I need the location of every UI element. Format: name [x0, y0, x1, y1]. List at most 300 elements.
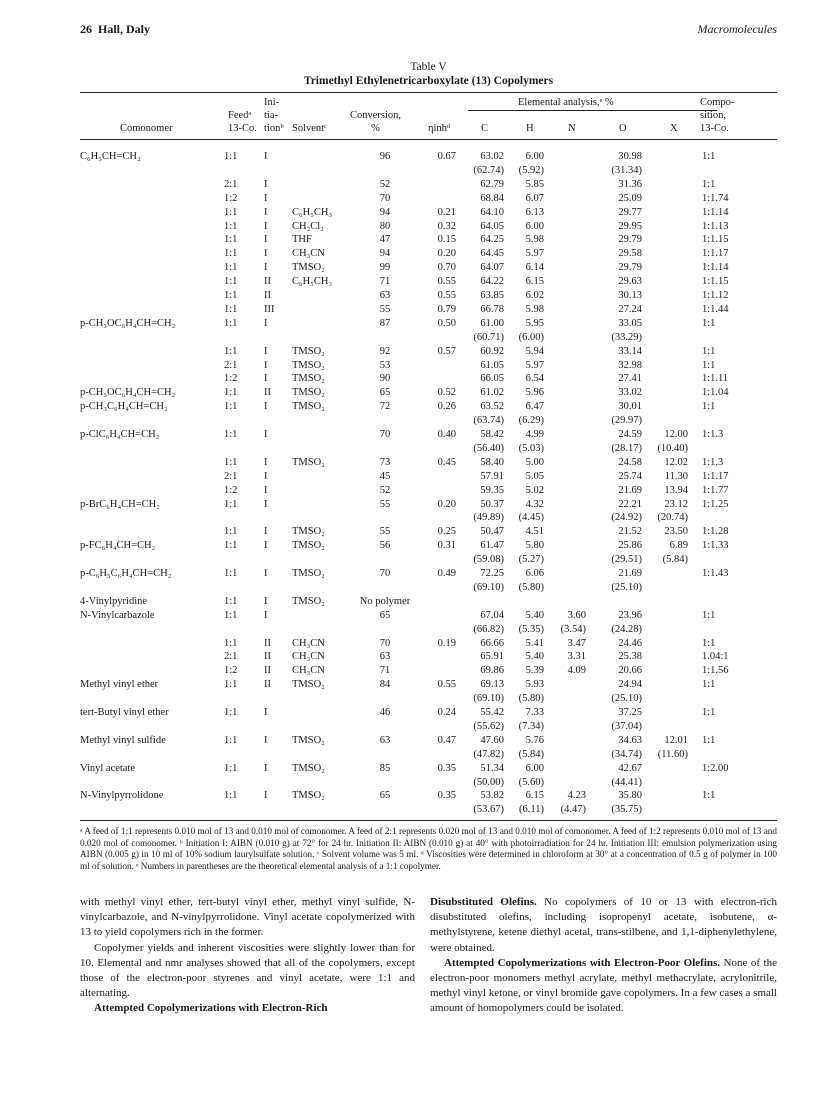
- cell-carbon: (69.10): [473, 581, 504, 593]
- cell-initiation: I: [264, 790, 268, 802]
- cell-initiation: I: [264, 526, 268, 538]
- cell-hydrogen: (5.84): [518, 748, 544, 760]
- cell-oxygen: 29.58: [618, 248, 642, 260]
- table-footnote: ᵃ A feed of 1:1 represents 0.010 mol of 13 and 0.010 mol of comonomer. A feed of 2:1 represents 0.020 mol of 13 and 0.010 mol of comonomer. A feed of 1:2 represents 0.010 mol of 13 and 0.020 mol of comonomer. ᵇ Initiation I: AIBN (0.010 g) at 72° for 24 hr. Initiation II: AIBN (0.010 g) at 40° with photoirradiation for 24 hr. Initiation III: emulsion polymerization using AIBN (0.005 g) in 10 ml of 10% sodium laurylsulfate solution. ᶜ Solvent volume was 5 ml. ᵈ Viscosities were determined in chloroform at 30° at a concentration of 0.5 g of polymer in 100 ml of solution. ᵉ Numbers in parentheses are the theoretical elemental analysis of a 1:1 copolymer.: [80, 826, 777, 871]
- cell-comonomer: p-FC₆H₄CH=CH₂: [80, 540, 156, 552]
- section-heading: Disubstituted Olefins.: [430, 896, 537, 908]
- cell-oxygen: (25.10): [611, 693, 642, 705]
- cell-oxygen: 35.80: [618, 790, 642, 802]
- col-header-conversion: Conversion, %: [350, 110, 402, 134]
- cell-solvent: TMSO₂: [292, 387, 325, 399]
- cell-comonomer: Methyl vinyl sulfide: [80, 734, 166, 746]
- cell-conversion: 94: [379, 206, 391, 218]
- cell-hydrogen: 6.54: [525, 373, 544, 385]
- cell-viscosity: 0.47: [437, 734, 456, 746]
- col-header-feed: Feedᵃ 13-Co.: [228, 110, 257, 134]
- table-row: [0, 247, 829, 260]
- cell-oxygen: 21.69: [618, 568, 642, 579]
- cell-oxygen: 23.96: [618, 609, 642, 621]
- cell-conversion: No polymer: [359, 595, 411, 607]
- cell-feed: 1:1: [224, 498, 238, 510]
- cell-viscosity: 0.20: [437, 248, 456, 260]
- cell-carbon: 53.82: [480, 790, 504, 802]
- cell-composition: 1:1: [702, 637, 716, 649]
- cell-feed: 1:1: [224, 595, 238, 607]
- cell-carbon: 47.60: [480, 734, 504, 746]
- cell-initiation: II: [264, 290, 271, 301]
- cell-conversion: 55: [379, 526, 391, 538]
- cell-comonomer: N-Vinylpyrrolidone: [80, 790, 164, 802]
- cell-nitrogen: 3.47: [567, 637, 586, 649]
- cell-conversion: 84: [379, 679, 391, 691]
- cell-composition: 1:1.33: [702, 540, 729, 552]
- cell-oxygen: 34.63: [618, 734, 642, 746]
- cell-solvent: CH₃CN: [292, 651, 325, 663]
- cell-halogen: 12.02: [664, 456, 688, 468]
- page-number-authors: 26 Hall, Daly: [80, 22, 151, 36]
- cell-feed: 1:1: [224, 262, 238, 274]
- cell-comonomer: 4-Vinylpyridine: [80, 595, 148, 607]
- cell-initiation: I: [264, 429, 268, 440]
- table-row: [0, 261, 829, 274]
- cell-halogen: 13.94: [664, 484, 688, 496]
- cell-carbon: 51.34: [480, 762, 504, 774]
- cell-solvent: TMSO₂: [292, 456, 325, 468]
- cell-carbon: (56.40): [473, 442, 504, 454]
- cell-conversion: 56: [379, 540, 391, 552]
- table-row: [0, 706, 829, 719]
- cell-feed: 1:1: [224, 540, 238, 552]
- cell-feed: 1:1: [224, 456, 238, 468]
- cell-conversion: 52: [379, 178, 391, 190]
- cell-hydrogen: 6.13: [525, 206, 544, 218]
- table-row: [0, 637, 829, 650]
- cell-hydrogen: 5.80: [525, 540, 544, 552]
- cell-carbon: (62.74): [473, 164, 504, 176]
- cell-carbon: 62.79: [480, 178, 504, 190]
- cell-halogen: (11.60): [657, 748, 688, 760]
- cell-hydrogen: 4.99: [525, 429, 544, 440]
- cell-carbon: 50.47: [480, 526, 504, 538]
- table-row: [0, 400, 829, 413]
- cell-carbon: (60.71): [473, 331, 504, 343]
- cell-oxygen: (28.17): [611, 442, 642, 454]
- col-header-O: O: [619, 123, 627, 134]
- cell-oxygen: 29.77: [618, 206, 642, 218]
- cell-hydrogen: (6.00): [518, 331, 544, 343]
- cell-viscosity: 0.25: [437, 526, 456, 538]
- cell-oxygen: 21.52: [618, 526, 642, 538]
- cell-oxygen: 30.98: [618, 151, 642, 162]
- cell-nitrogen: 4.09: [567, 665, 586, 677]
- cell-composition: 1:1.3: [702, 429, 724, 440]
- cell-carbon: 67.04: [480, 609, 504, 621]
- table-row: [0, 233, 829, 246]
- col-header-initiation: Ini- tia- tionᵇ: [264, 97, 284, 134]
- table-row: [0, 386, 829, 399]
- cell-carbon: 60.92: [480, 345, 504, 357]
- cell-hydrogen: 6.00: [525, 762, 544, 774]
- cell-initiation: I: [264, 234, 268, 246]
- table-row: [0, 164, 829, 177]
- cell-composition: 1:1: [702, 359, 716, 371]
- journal-name: Macromolecules: [697, 22, 777, 36]
- cell-feed: 2:1: [224, 470, 238, 482]
- cell-hydrogen: 4.32: [525, 498, 544, 510]
- cell-conversion: 46: [379, 707, 391, 718]
- table-row: [0, 456, 829, 469]
- cell-carbon: 66.78: [480, 303, 504, 315]
- cell-carbon: 50.37: [480, 498, 504, 510]
- body-paragraph: with methyl vinyl ether, tert-butyl vinyl ether, methyl vinyl sulfide, N-vinylcarbazole, and N-vinylpyrrolidone. Vinyl acetate copolymerized with 13 to yield copolymers rich in the former.: [80, 896, 415, 939]
- cell-hydrogen: (4.45): [518, 512, 544, 524]
- body-paragraph: Disubstituted Olefins. No copolymers of 10 or 13 with electron-rich disubstituted olefins, including isopropenyl acetate, isobutene, α-methylstyrene, ketene diethyl acetal, trans-stilbene, and 1,1-diphenylethylene, were obtained.: [430, 896, 777, 954]
- cell-hydrogen: 6.15: [525, 276, 544, 288]
- table-row: [0, 776, 829, 789]
- cell-conversion: 73: [379, 456, 391, 468]
- cell-carbon: (47.82): [473, 748, 504, 760]
- cell-oxygen: (34.74): [611, 748, 642, 760]
- cell-oxygen: 29.79: [618, 234, 642, 246]
- cell-comonomer: Vinyl acetate: [80, 762, 136, 774]
- cell-composition: 1:1.14: [702, 262, 729, 274]
- section-heading: Attempted Copolymerizations with Electron-Rich: [94, 1002, 328, 1015]
- cell-composition: 1:2.00: [702, 762, 729, 774]
- cell-composition: 1:1.25: [702, 498, 729, 510]
- cell-carbon: 58.42: [480, 429, 504, 440]
- cell-conversion: 92: [379, 345, 391, 357]
- cell-conversion: 87: [379, 317, 391, 329]
- cell-oxygen: 29.63: [618, 276, 642, 288]
- cell-hydrogen: 5.97: [525, 248, 544, 260]
- body-column-left: [80, 895, 415, 1017]
- cell-comonomer: N-Vinylcarbazole: [80, 609, 155, 621]
- cell-oxygen: 22.21: [618, 498, 642, 510]
- cell-viscosity: 0.67: [437, 151, 456, 162]
- cell-solvent: TMSO₂: [292, 359, 325, 371]
- cell-comonomer: p-ClC₆H₄CH=CH₂: [80, 429, 160, 440]
- cell-solvent: C₆H₅CH₃: [292, 206, 333, 218]
- col-header-X: X: [670, 123, 678, 134]
- table-row: [0, 192, 829, 205]
- cell-viscosity: 0.57: [437, 345, 456, 357]
- cell-hydrogen: (5.92): [518, 164, 544, 176]
- table-row: [0, 803, 829, 816]
- cell-composition: 1:1.04: [702, 387, 729, 399]
- cell-carbon: 58.40: [480, 456, 504, 468]
- body-paragraph: Attempted Copolymerizations with Electron-Poor Olefins. None of the electron-poor monomers methyl acrylate, methyl methacrylate, acrylonitrile, methyl vinyl ketone, or vinyl bromide gave copolymers. In a few cases a small amount of homopolymers could be isolated.: [430, 956, 777, 1015]
- cell-feed: 1:1: [224, 790, 238, 802]
- cell-initiation: I: [264, 178, 268, 190]
- cell-composition: 1:1.43: [702, 568, 729, 579]
- cell-hydrogen: 5.85: [525, 178, 544, 190]
- cell-solvent: TMSO₂: [292, 526, 325, 538]
- cell-hydrogen: 5.05: [525, 470, 544, 482]
- cell-nitrogen: (4.47): [560, 804, 586, 816]
- cell-viscosity: 0.49: [437, 568, 456, 579]
- cell-comonomer: p-CH₃OC₆H₄CH=CH₂: [80, 317, 176, 329]
- cell-hydrogen: 5.02: [525, 484, 544, 496]
- cell-feed: 1:2: [224, 192, 238, 204]
- table-row: [0, 567, 829, 580]
- cell-composition: 1:1: [702, 345, 716, 357]
- cell-carbon: (59.08): [473, 554, 504, 566]
- body-paragraph: Copolymer yields and inherent viscosities were slightly lower than for 10. Elemental and nmr analyses showed that all of the copolymers, except those of the electron-poor styrenes and vinyl acetate, were 1:1 and alternating.: [80, 941, 415, 1000]
- cell-hydrogen: (7.34): [518, 720, 544, 732]
- cell-hydrogen: 6.02: [525, 290, 544, 301]
- cell-viscosity: 0.32: [437, 220, 456, 232]
- cell-conversion: 70: [379, 568, 391, 579]
- cell-viscosity: 0.24: [437, 707, 456, 718]
- cell-carbon: 61.02: [480, 387, 504, 399]
- cell-solvent: TMSO₂: [292, 595, 325, 607]
- cell-hydrogen: (6.29): [518, 415, 544, 427]
- cell-halogen: (10.40): [657, 442, 688, 454]
- table-row: [0, 428, 829, 441]
- cell-feed: 2:1: [224, 651, 238, 663]
- table-title: [80, 60, 777, 88]
- cell-hydrogen: 6.07: [525, 192, 544, 204]
- cell-oxygen: (31.34): [611, 164, 642, 176]
- table-row: [0, 664, 829, 677]
- table-row: [0, 678, 829, 691]
- table-row: [0, 442, 829, 455]
- table-row: [0, 525, 829, 538]
- cell-carbon: (63.74): [473, 415, 504, 427]
- table-row: [0, 345, 829, 358]
- cell-conversion: 71: [379, 276, 391, 288]
- cell-halogen: 23.12: [664, 498, 688, 510]
- cell-comonomer: Methyl vinyl ether: [80, 679, 159, 691]
- cell-viscosity: 0.35: [437, 790, 456, 802]
- cell-feed: 1:1: [224, 387, 238, 399]
- cell-conversion: 45: [379, 470, 391, 482]
- table-row: [0, 414, 829, 427]
- cell-composition: 1:1: [702, 734, 716, 746]
- cell-comonomer: C₆H₅CH=CH₂: [80, 151, 141, 162]
- cell-carbon: 63.02: [480, 151, 504, 162]
- cell-conversion: 52: [379, 484, 391, 496]
- cell-halogen: 11.30: [664, 470, 688, 482]
- cell-feed: 1:1: [224, 707, 238, 718]
- cell-hydrogen: (5.35): [518, 623, 544, 635]
- cell-composition: 1:1: [702, 707, 716, 718]
- cell-hydrogen: 5.98: [525, 234, 544, 246]
- cell-composition: 1:1.15: [702, 276, 729, 288]
- cell-composition: 1:1.12: [702, 290, 729, 301]
- cell-carbon: 64.07: [480, 262, 504, 274]
- cell-solvent: TMSO₂: [292, 401, 325, 413]
- cell-initiation: I: [264, 484, 268, 496]
- cell-feed: 1:1: [224, 303, 238, 315]
- cell-solvent: TMSO₂: [292, 373, 325, 385]
- cell-conversion: 72: [379, 401, 391, 413]
- cell-composition: 1:1: [702, 679, 716, 691]
- cell-viscosity: 0.31: [437, 540, 456, 552]
- cell-oxygen: (29.51): [611, 554, 642, 566]
- cell-viscosity: 0.55: [437, 679, 456, 691]
- cell-carbon: 65.91: [480, 651, 504, 663]
- cell-feed: 2:1: [224, 178, 238, 190]
- cell-hydrogen: 6.15: [525, 790, 544, 802]
- cell-composition: 1.04:1: [702, 651, 729, 663]
- cell-viscosity: 0.20: [437, 498, 456, 510]
- cell-initiation: I: [264, 359, 268, 371]
- cell-solvent: CH₃CN: [292, 248, 325, 260]
- cell-comonomer: tert-Butyl vinyl ether: [80, 707, 169, 718]
- cell-hydrogen: 5.98: [525, 303, 544, 315]
- table-row: [0, 220, 829, 233]
- cell-carbon: 66.05: [480, 373, 504, 385]
- table-number: Table V: [410, 61, 447, 73]
- cell-feed: 1:1: [224, 762, 238, 774]
- cell-conversion: 99: [379, 262, 391, 274]
- cell-viscosity: 0.40: [437, 429, 456, 440]
- cell-composition: 1:1.11: [702, 373, 729, 385]
- cell-viscosity: 0.70: [437, 262, 456, 274]
- cell-oxygen: 24.58: [618, 456, 642, 468]
- cell-initiation: II: [264, 665, 271, 677]
- cell-initiation: I: [264, 220, 268, 232]
- cell-feed: 1:2: [224, 373, 238, 385]
- cell-initiation: I: [264, 401, 268, 413]
- cell-nitrogen: (3.54): [560, 623, 586, 635]
- cell-feed: 1:2: [224, 665, 238, 677]
- cell-carbon: 64.22: [480, 276, 504, 288]
- cell-halogen: (5.84): [662, 554, 688, 566]
- cell-carbon: 59.35: [480, 484, 504, 496]
- cell-feed: 1:1: [224, 234, 238, 246]
- table-row: [0, 372, 829, 385]
- cell-carbon: 63.52: [480, 401, 504, 413]
- cell-composition: 1:1.14: [702, 206, 729, 218]
- cell-initiation: I: [264, 248, 268, 260]
- cell-halogen: 23.50: [664, 526, 688, 538]
- cell-hydrogen: 6.06: [525, 568, 544, 579]
- cell-composition: 1:1: [702, 317, 716, 329]
- cell-carbon: 64.05: [480, 220, 504, 232]
- cell-comonomer: p-C₆H₅C₆H₄CH=CH₂: [80, 568, 172, 579]
- cell-solvent: TMSO₂: [292, 762, 325, 774]
- table-row: [0, 359, 829, 372]
- cell-conversion: 90: [379, 373, 391, 385]
- section-heading: Attempted Copolymerizations with Electron-Poor Olefins.: [444, 956, 721, 969]
- cell-carbon: 72.25: [480, 568, 504, 579]
- cell-conversion: 55: [379, 303, 391, 315]
- cell-comonomer: p-BrC₆H₄CH=CH₂: [80, 498, 160, 510]
- cell-composition: 1:1: [702, 151, 716, 162]
- cell-solvent: CH₃CN: [292, 637, 325, 649]
- cell-hydrogen: 5.93: [525, 679, 544, 691]
- cell-hydrogen: (5.27): [518, 554, 544, 566]
- cell-comonomer: p-CH₃C₆H₄CH=CH₂: [80, 401, 168, 413]
- cell-conversion: 85: [379, 762, 391, 774]
- cell-feed: 1:1: [224, 637, 238, 649]
- cell-initiation: I: [264, 373, 268, 385]
- cell-viscosity: 0.52: [437, 387, 456, 399]
- page-header: [80, 22, 777, 38]
- cell-oxygen: 24.59: [618, 429, 642, 440]
- cell-nitrogen: 3.31: [567, 651, 586, 663]
- cell-nitrogen: 4.23: [567, 790, 586, 802]
- cell-feed: 1:1: [224, 206, 238, 218]
- cell-hydrogen: 5.39: [525, 665, 544, 677]
- cell-oxygen: 27.24: [618, 303, 642, 315]
- table-row: [0, 303, 829, 316]
- cell-oxygen: (29.97): [611, 415, 642, 427]
- col-header-solvent: Solventᶜ: [292, 123, 327, 134]
- cell-initiation: II: [264, 276, 271, 288]
- cell-carbon: (50.00): [473, 776, 504, 788]
- cell-hydrogen: 6.00: [525, 220, 544, 232]
- table-row: [0, 623, 829, 636]
- cell-initiation: I: [264, 595, 268, 607]
- cell-initiation: I: [264, 345, 268, 357]
- cell-conversion: 70: [379, 637, 391, 649]
- table-row: [0, 720, 829, 733]
- cell-oxygen: 33.14: [618, 345, 642, 357]
- table-row: [0, 762, 829, 775]
- cell-oxygen: (33.29): [611, 331, 642, 343]
- table-row: [0, 539, 829, 552]
- cell-hydrogen: 5.40: [525, 609, 544, 621]
- table-caption: Trimethyl Ethylenetricarboxylate (13) Copolymers: [303, 75, 554, 87]
- cell-oxygen: 32.98: [618, 359, 642, 371]
- cell-hydrogen: (5.03): [518, 442, 544, 454]
- cell-feed: 1:1: [224, 568, 238, 579]
- cell-initiation: I: [264, 540, 268, 552]
- cell-composition: 1:1.17: [702, 470, 729, 482]
- cell-oxygen: 27.41: [618, 373, 642, 385]
- cell-feed: 1:1: [224, 401, 238, 413]
- cell-carbon: 55.42: [480, 707, 504, 718]
- cell-viscosity: 0.15: [437, 234, 456, 246]
- cell-composition: 1:1.77: [702, 484, 729, 496]
- cell-composition: 1:1: [702, 401, 716, 413]
- cell-carbon: 61.47: [480, 540, 504, 552]
- cell-initiation: II: [264, 679, 271, 691]
- table-header-rule: [80, 139, 777, 140]
- cell-conversion: 80: [379, 220, 391, 232]
- cell-carbon: 63.85: [480, 290, 504, 301]
- table-row: [0, 734, 829, 747]
- cell-carbon: 68.84: [480, 192, 504, 204]
- table-row: [0, 511, 829, 524]
- table-row: [0, 595, 829, 608]
- table-row: [0, 650, 829, 663]
- cell-conversion: 65: [379, 609, 391, 621]
- cell-hydrogen: 4.51: [525, 526, 544, 538]
- cell-oxygen: 33.05: [618, 317, 642, 329]
- cell-composition: 1:1: [702, 790, 716, 802]
- cell-initiation: III: [264, 303, 275, 315]
- table-row: [0, 470, 829, 483]
- cell-viscosity: 0.19: [437, 637, 456, 649]
- cell-solvent: TMSO₂: [292, 790, 325, 802]
- cell-carbon: 64.10: [480, 206, 504, 218]
- cell-viscosity: 0.55: [437, 290, 456, 301]
- cell-solvent: THF: [292, 234, 312, 246]
- cell-nitrogen: 3.60: [567, 609, 586, 621]
- cell-conversion: 47: [379, 234, 391, 246]
- cell-carbon: (66.82): [473, 623, 504, 635]
- cell-solvent: CH₃CN: [292, 665, 325, 677]
- cell-oxygen: (44.41): [611, 776, 642, 788]
- cell-oxygen: 42.67: [618, 762, 642, 774]
- cell-solvent: TMSO₂: [292, 345, 325, 357]
- cell-feed: 1:1: [224, 609, 238, 621]
- col-header-elemental: Elemental analysis,ᵉ %: [518, 97, 614, 108]
